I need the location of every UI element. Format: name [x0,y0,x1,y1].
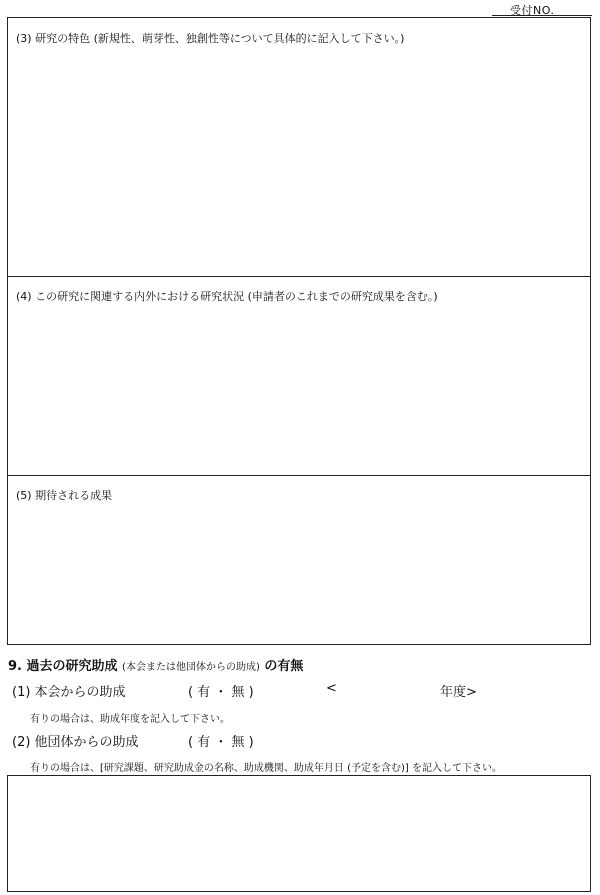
section-heading: (3) 研究の特色 (新規性、萌芽性、独創性等について具体的に記入して下さい。) [16,32,405,45]
past-grants-title-main: 9. 過去の研究助成 [8,659,118,674]
section-research-status[interactable] [8,276,590,476]
grant-from-other-choice[interactable]: ( 有 ・ 無 ) [188,735,254,750]
year-close-label: 年度> [440,685,477,700]
grant-from-foundation-row [12,681,477,700]
grant-from-other-label: (2) 他団体からの助成 [12,735,139,750]
section-heading: (5) 期待される成果 [16,489,113,502]
section-heading: (4) この研究に関連する内外における研究状況 (申請者のこれまでの研究成果を含む。) [16,290,438,303]
other-grant-details-box[interactable] [7,775,591,892]
grant-from-other-note: 有りの場合は、[研究課題、研究助成金の名称、助成機関、助成年月日 (予定を含む)] を記入して下さい。 [30,763,502,774]
grant-from-foundation-note: 有りの場合は、助成年度を記入して下さい。 [30,714,230,725]
section-expected-results[interactable] [8,475,590,643]
past-grants-title [8,655,303,674]
research-details-box [7,17,591,645]
grant-from-foundation-choice[interactable]: ( 有 ・ 無 ) [188,685,254,700]
grant-from-foundation-label: (1) 本会からの助成 [12,685,126,700]
year-open-bracket: < [326,681,337,696]
grant-from-other-row [12,731,254,750]
past-grants-title-suffix: の有無 [264,659,304,674]
receipt-number-label: 受付NO. [510,4,555,17]
receipt-number-underline [492,15,592,16]
section-research-features[interactable] [8,18,590,277]
past-grants-title-paren: (本会または他団体からの助成) [122,662,260,673]
